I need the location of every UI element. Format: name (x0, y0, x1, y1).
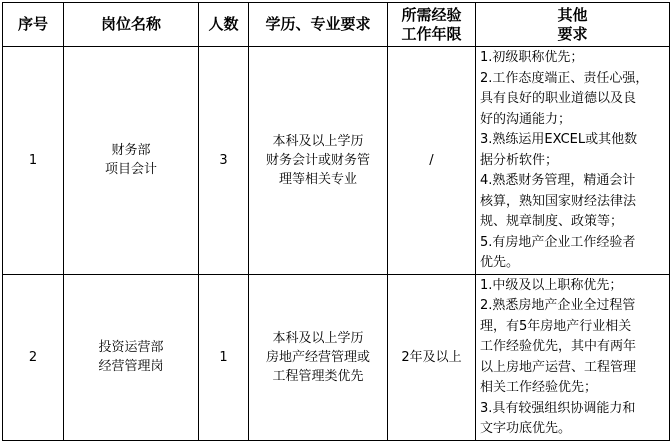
row2-req-line: 工作经验优先，其中有两年 (480, 339, 637, 354)
header-experience-line2: 工作年限 (401, 24, 462, 43)
table-row (3, 47, 670, 275)
row2-education (249, 274, 388, 440)
row2-req-line: 相关工作经验优先； (480, 380, 598, 395)
row1-req-line: 具有良好的职业道德以及良 (480, 91, 637, 106)
header-other-line2: 要求 (557, 24, 588, 43)
row1-experience: / (388, 47, 476, 275)
row1-req-line: 据分析软件； (480, 152, 559, 168)
row1-position-line2: 项目会计 (104, 162, 157, 178)
row2-education-line1: 本科及以上学历 (272, 330, 364, 346)
header-seq: 序号 (3, 3, 64, 47)
row1-seq: 1 (3, 47, 64, 275)
header-other (476, 3, 670, 47)
row1-education (249, 47, 388, 275)
row2-position-line2: 经营管理岗 (98, 359, 164, 374)
row1-req-line: 3.熟练运用EXCEL或其他数 (480, 132, 638, 147)
row1-req-line: 规、规章制度、政策等； (480, 214, 624, 229)
row1-req-line: 4.熟悉财务管理，精通会计 (480, 173, 636, 188)
row2-seq: 2 (3, 274, 64, 440)
row2-position-line1: 投资运营部 (98, 340, 164, 355)
row1-req-line: 好的沟通能力； (480, 111, 572, 127)
row2-req-line: 2.熟悉房地产企业全过程管 (480, 298, 636, 313)
row1-position-line1: 财务部 (111, 143, 151, 159)
row2-experience: 2年及以上 (388, 274, 476, 440)
header-education: 学历、专业要求 (249, 3, 388, 47)
row2-position (64, 274, 199, 440)
row2-count: 1 (199, 274, 249, 440)
header-position: 岗位名称 (64, 3, 199, 47)
row1-req-line: 核算，熟知国家财经法律法 (480, 193, 637, 209)
row2-req-line: 理，有5年房地产行业相关 (480, 318, 632, 334)
row1-position (64, 47, 199, 275)
row1-education-line1: 本科及以上学历 (272, 133, 364, 149)
row2-req-line: 1.中级及以上职称优先； (480, 277, 623, 293)
row1-education-line3: 理等相关专业 (278, 171, 357, 187)
header-experience (388, 3, 476, 47)
row1-education-line2: 财务会计或财务管 (265, 152, 370, 168)
row1-req-line: 1.初级职称优先； (480, 50, 584, 65)
row1-req-line: 2.工作态度端正、责任心强， (480, 70, 649, 86)
row1-count: 3 (199, 47, 249, 275)
row2-req-line: 以上房地产运营、工程管理 (480, 359, 637, 375)
job-requirements-table (2, 2, 670, 441)
row2-req-line: 3.具有较强组织协调能力和 (480, 400, 636, 416)
row2-requirements (476, 274, 670, 440)
header-other-line1: 其他 (557, 5, 588, 24)
table-header-row (3, 3, 670, 47)
header-count: 人数 (199, 3, 249, 47)
row1-req-line: 5.有房地产企业工作经验者 (480, 234, 636, 250)
table-row (3, 274, 670, 440)
header-experience-line1: 所需经验 (401, 5, 462, 24)
row2-req-line: 文字功底优先。 (480, 421, 572, 436)
row1-requirements (476, 47, 670, 275)
row2-education-line2: 房地产经营管理或 (265, 349, 370, 365)
row1-req-line: 优先。 (480, 255, 520, 270)
row2-education-line3: 工程管理类优先 (272, 368, 364, 384)
